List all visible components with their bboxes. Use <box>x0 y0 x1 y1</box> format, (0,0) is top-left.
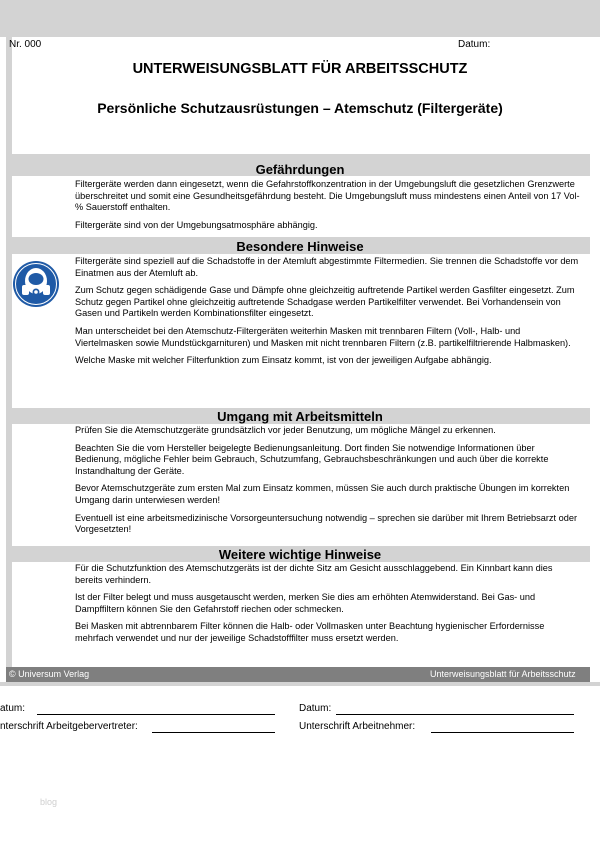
bottom-margin <box>0 682 600 686</box>
paragraph: Bevor Atemschutzgeräte zum ersten Mal zum Einsatz kommen, müssen Sie auch durch praktische Übungen im korrekten Umgang darin unterwiesen werden! <box>75 483 570 505</box>
page-subtitle: Persönliche Schutzausrüstungen – Atemschutz (Filtergeräte) <box>97 100 503 116</box>
section-title-weitere-hinweise: Weitere wichtige Hinweise <box>218 547 382 562</box>
paragraph: Man unterscheidet bei den Atemschutz-Filtergeräten weiterhin Masken mit trennbaren Filtern (Voll-, Halb- und Viertelmasken sowie Mundstückgarnituren) und Masken mit nicht trennbaren Filtern (z.B. partikelfiltrierende Halbmasken). <box>75 325 571 348</box>
section-title-umgang: Umgang mit Arbeitsmitteln <box>217 409 383 424</box>
paragraph: Welche Maske mit welcher Filterfunktion zum Einsatz kommt, ist von der jeweiligen Aufgabe abhängig. <box>75 355 492 366</box>
footer-document-name: Unterweisungsblatt für Arbeitsschutz <box>430 669 576 679</box>
footer-publisher: © Universum Verlag <box>9 669 90 679</box>
signature-employee-line[interactable] <box>431 732 574 733</box>
header-separator <box>6 154 590 162</box>
section-body-weitere-hinweise <box>75 563 580 651</box>
signature-employer-line[interactable] <box>152 732 275 733</box>
respirator-mask-icon <box>12 257 60 311</box>
paragraph: Eventuell ist eine arbeitsmedizinische Vorsorgeuntersuchung notwendig – sprechen sie darüber mit Ihrem Betriebsarzt oder Vorgesetzten! <box>75 512 578 535</box>
signature-date-line-right[interactable] <box>336 714 574 715</box>
signature-date-line-left[interactable] <box>37 714 275 715</box>
paragraph: Filtergeräte werden dann eingesetzt, wenn die Gefahrstoffkonzentration in der Umgebungsluft die gesetzlichen Grenzwerte überschreitet und somit eine Gesundheitsgefährdung besteht. Die Umgebungsluft muss mindestens einen Anteil von 17 Vol-% Sauerstoff enthalten. <box>75 179 580 213</box>
signature-employer-label: nterschrift Arbeitgebervertreter: <box>0 721 138 732</box>
top-margin <box>0 0 600 37</box>
paragraph: Filtergeräte sind von der Umgebungsatmosphäre abhängig. <box>75 219 318 230</box>
paragraph: Ist der Filter belegt und muss ausgetauscht werden, merken Sie dies am erhöhten Atemwiderstand. Bei Gas- und Dampffiltern können Sie den Gefahrstoff riechen oder schmecken. <box>75 592 536 614</box>
paragraph: Beachten Sie die vom Hersteller beigelegte Bedienungsanleitung. Dort finden Sie notwendige Informationen über Bedienung, mögliche Fehler beim Gebrauch, Schutzumfang, Gebrauchsbeschränkungen und auch über die korrekte Instandhaltung der Geräte. <box>75 442 549 476</box>
header-date-label: Datum: <box>458 39 491 50</box>
paragraph: Zum Schutz gegen schädigende Gase und Dämpfe ohne gleichzeitig auftretende Partikel werden Gasfilter eingesetzt. Zum Schutz gegen Partikel ohne gleichzeitig auftretende Schadgase werden Partikelfilter verwendet. Bei Vorhandensein von Gasen und Partikeln werden Kombinationsfilter eingesetzt. <box>75 285 575 319</box>
page-title: UNTERWEISUNGSBLATT FÜR ARBEITSSCHUTZ <box>132 61 468 77</box>
signature-employee-label: Unterschrift Arbeitnehmer: <box>299 721 416 732</box>
signature-date-label-left: atum: <box>0 703 26 714</box>
section-body-umgang <box>75 425 580 542</box>
paragraph: Für die Schutzfunktion des Atemschutzgeräts ist der dichte Sitz am Gesicht ausschlaggebend. Ein Kinnbart kann dies bereits verhindern. <box>75 563 553 585</box>
paragraph: Filtergeräte sind speziell auf die Schadstoffe in der Atemluft abgestimmte Filtermedien. Sie trennen die Schadstoffe vor dem Einatmen aus der Atemluft ab. <box>75 256 579 278</box>
watermark: blog <box>40 797 58 807</box>
document-number: Nr. 000 <box>9 39 42 50</box>
left-strip <box>6 37 12 667</box>
section-body-gefaehrdungen <box>75 179 580 237</box>
signature-date-label-right: Datum: <box>299 703 332 714</box>
paragraph: Prüfen Sie die Atemschutzgeräte grundsätzlich vor jeder Benutzung, um mögliche Mängel zu erkennen. <box>75 425 496 435</box>
section-title-besondere-hinweise: Besondere Hinweise <box>236 239 364 254</box>
paragraph: Bei Masken mit abtrennbarem Filter können die Halb- oder Vollmasken unter Beachtung hygienischer Erfordernisse mehrfach verwendet und nur der jeweilige Schadstofffilter muss ersetzt werden. <box>75 621 545 643</box>
section-body-besondere-hinweise <box>75 256 580 373</box>
section-title-gefaehrdungen: Gefährdungen <box>255 162 345 177</box>
